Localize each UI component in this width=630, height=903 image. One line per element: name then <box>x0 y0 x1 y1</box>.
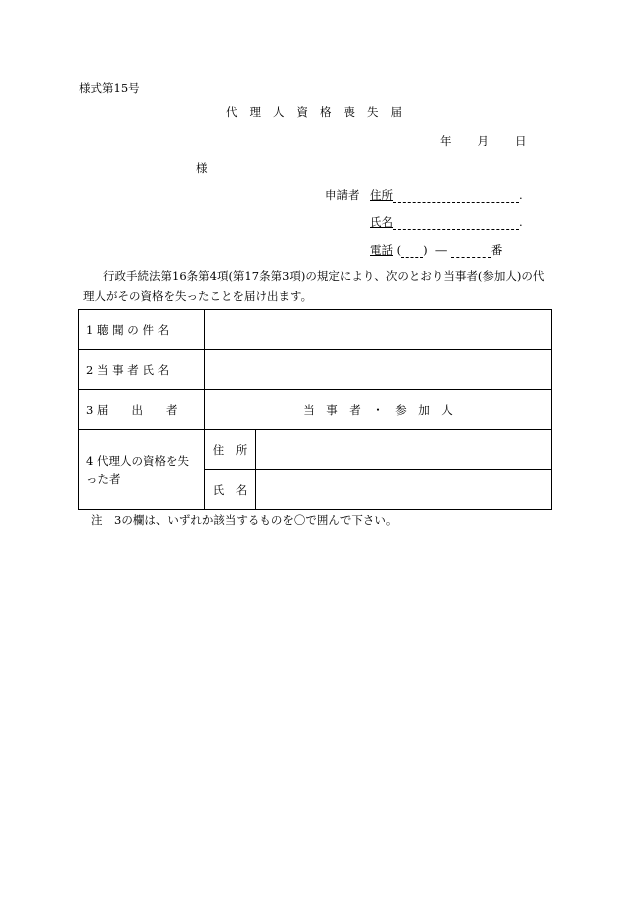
title-char: 人 <box>273 105 285 119</box>
title-char: 失 <box>367 105 379 119</box>
phone-number-line <box>451 247 491 258</box>
hearing-case-field[interactable] <box>205 310 552 350</box>
title-char: 喪 <box>343 105 355 119</box>
applicant-address-field[interactable]: 住所 . <box>370 188 523 202</box>
date-line <box>440 133 527 149</box>
name-line <box>393 219 519 230</box>
table-row <box>79 430 552 470</box>
table-row <box>79 390 552 430</box>
form-table <box>78 309 552 510</box>
lost-agent-address-field[interactable] <box>256 430 552 470</box>
title-char: 資 <box>296 105 308 119</box>
date-day-label: 日 <box>515 134 527 148</box>
address-label: 住所 <box>370 188 393 202</box>
phone-label: 電話 <box>370 243 393 257</box>
form-number: 様式第15号 <box>79 81 140 95</box>
phone-area-line <box>401 247 423 258</box>
table-row <box>79 310 552 350</box>
title-char: 格 <box>320 105 332 119</box>
lost-agent-name-field[interactable] <box>256 470 552 510</box>
addressee-suffix: 様 <box>196 161 208 175</box>
hearing-case-label: 1 聴 聞 の 件 名 <box>79 310 205 350</box>
phone-close-paren: ) <box>423 243 428 257</box>
title-char: 代 <box>226 105 238 119</box>
applicant-phone-field[interactable] <box>370 242 502 258</box>
phone-dash: ― <box>435 243 447 257</box>
lost-agent-name-label: 氏 名 <box>205 470 256 510</box>
name-label: 氏名 <box>370 215 393 229</box>
body-text: 行政手続法第16条第4項(第17条第3項)の規定により、次のとおり当事者(参加人)の代理人がその資格を失ったことを届け出ます。 <box>83 269 545 303</box>
address-line <box>393 192 519 203</box>
date-year-label: 年 <box>440 134 452 148</box>
phone-suffix: 番 <box>490 243 503 257</box>
applicant-name-field[interactable]: 氏名 . <box>370 215 523 229</box>
title-char: 届 <box>390 105 402 119</box>
footnote: 注 3の欄は、いずれか該当するものを〇で囲んで下さい。 <box>91 513 398 527</box>
date-month-label: 月 <box>477 134 489 148</box>
document-title <box>226 104 414 120</box>
notifier-options[interactable]: 当 事 者 ・ 参 加 人 <box>205 390 552 430</box>
party-name-field[interactable] <box>205 350 552 390</box>
applicant-label: 申請者 <box>325 188 360 202</box>
lost-agent-label: 4 代理人の資格を失った者 <box>79 430 205 510</box>
notifier-label: 3 届 出 者 <box>79 390 205 430</box>
table-row <box>79 350 552 390</box>
phone-open-paren: ( <box>396 243 402 257</box>
party-name-label: 2 当 事 者 氏 名 <box>79 350 205 390</box>
title-char: 理 <box>249 105 261 119</box>
lost-agent-address-label: 住 所 <box>205 430 256 470</box>
